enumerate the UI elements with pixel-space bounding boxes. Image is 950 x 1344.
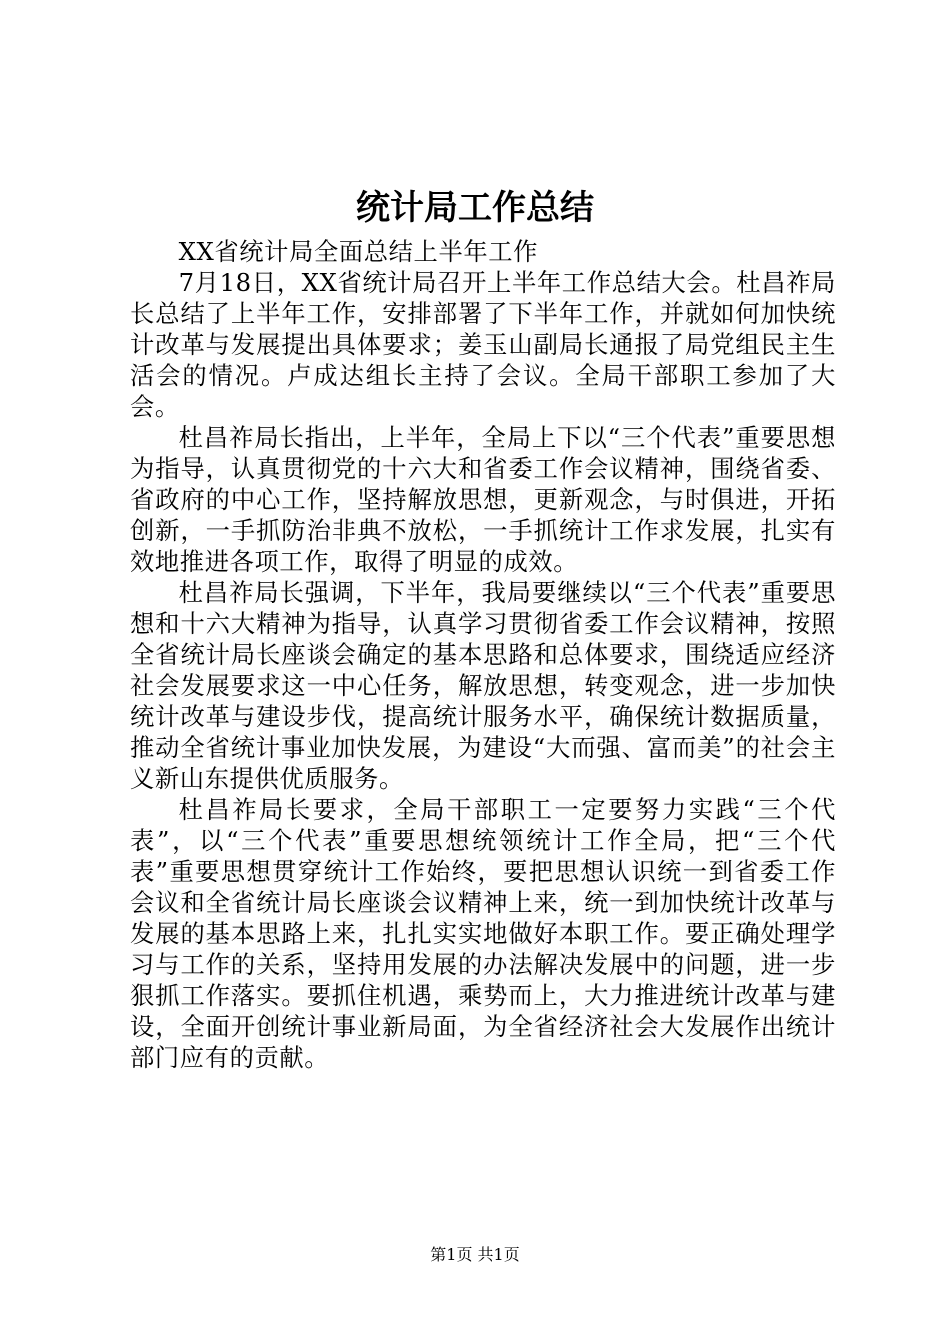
document-body xyxy=(130,236,836,1073)
page-title: 统计局工作总结 xyxy=(356,188,594,228)
paragraph-meeting: 7月18日，XX省统计局召开上半年工作总结大会。杜昌祚局长总结了上半年工作，安排部署了下半年工作，并就如何加快统计改革与发展提出具体要求；姜玉山副局长通报了局党组民主生活会的情况。卢成达组长主持了会议。全局干部职工参加了大会。 xyxy=(130,268,836,421)
paragraph-subtitle: XX省统计局全面总结上半年工作 xyxy=(178,237,539,266)
page-footer: 第1页 共1页 xyxy=(430,1245,520,1264)
paragraph-requirements: 杜昌祚局长要求，全局干部职工一定要努力实践“三个代表”，以“三个代表”重要思想统领统计工作全局，把“三个代表”重要思想贯穿统计工作始终，要把思想认识统一到省委工作会议和全省统计局长座谈会议精神上来，统一到加快统计改革与发展的基本思路上来，扎扎实实地做好本职工作。要正确处理学习与工作的关系，坚持用发展的办法解决发展中的问题，进一步狠抓工作落实。要抓住机遇，乘势而上，大力推进统计改革与建设，全面开创统计事业新局面，为全省经济社会大发展作出统计部门应有的贡献。 xyxy=(130,795,836,1072)
paragraph-second-half-plan: 杜昌祚局长强调，下半年，我局要继续以“三个代表”重要思想和十六大精神为指导，认真学习贯彻省委工作会议精神，按照全省统计局长座谈会确定的基本思路和总体要求，围绕适应经济社会发展要求这一中心任务，解放思想，转变观念，进一步加快统计改革与建设步伐，提高统计服务水平，确保统计数据质量，推动全省统计事业加快发展，为建设“大而强、富而美”的社会主义新山东提供优质服务。 xyxy=(130,578,836,793)
paragraph-first-half-review: 杜昌祚局长指出，上半年，全局上下以“三个代表”重要思想为指导，认真贯彻党的十六大和省委工作会议精神，围绕省委、省政府的中心工作，坚持解放思想，更新观念，与时俱进，开拓创新，一手抓防治非典不放松，一手抓统计工作求发展，扎实有效地推进各项工作，取得了明显的成效。 xyxy=(130,423,836,576)
